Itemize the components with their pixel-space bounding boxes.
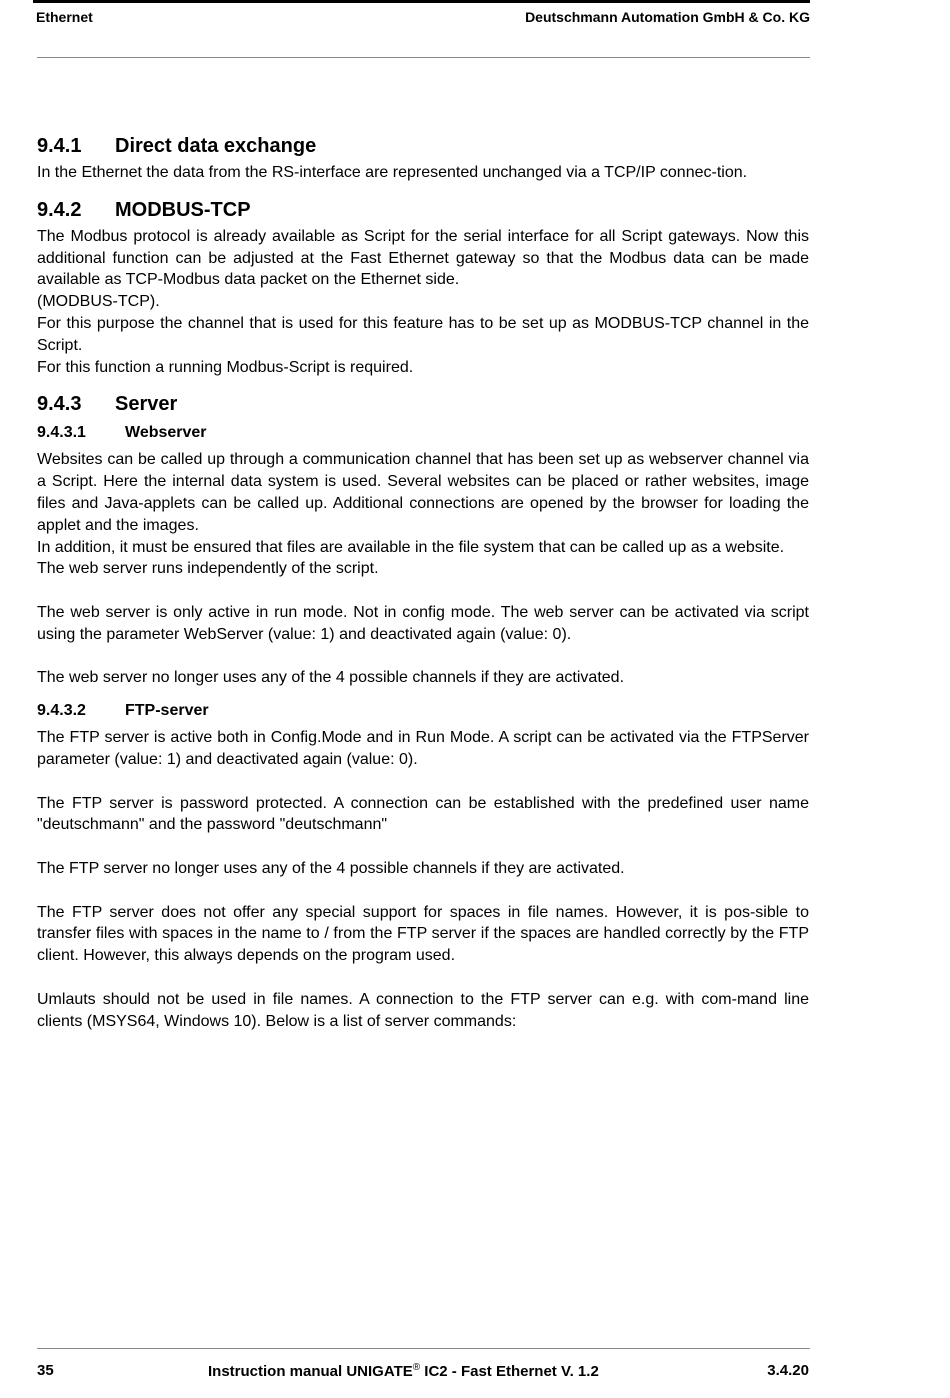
heading-title: Server [115, 393, 178, 416]
header-company: Deutschmann Automation GmbH & Co. KG [525, 9, 810, 25]
paragraph: For this purpose the channel that is used for this feature has to be set up as MODBUS-TCP channel in the Script. [37, 314, 809, 354]
page-number: 35 [37, 1362, 54, 1379]
footer-title-pre: Instruction manual UNIGATE [208, 1363, 413, 1380]
paragraph: The FTP server is password protected. A connection can be established with the predefined user name "deutschmann" and the password "deutschmann" [37, 794, 809, 834]
heading-number: 9.4.3 [37, 393, 82, 416]
heading-number: 9.4.3.1 [37, 424, 86, 442]
heading-9-4-2 [37, 196, 809, 224]
paragraph: In addition, it must be ensured that files are available in the file system that can be called up as a website. [37, 538, 785, 556]
header-divider [37, 57, 810, 58]
footer-title-post: IC2 - Fast Ethernet V. 1.2 [420, 1363, 599, 1380]
heading-9-4-3-1 [37, 422, 809, 444]
heading-title: Webserver [125, 424, 207, 442]
heading-title: MODBUS-TCP [115, 198, 251, 221]
paragraph: In the Ethernet the data from the RS-interface are represented unchanged via a TCP/IP connec-tion. [37, 164, 748, 181]
header-top-rule [33, 0, 810, 3]
paragraph: Websites can be called up through a communication channel that has been set up as webserver channel via a Script. Here the internal data system is used. Several websites can be placed or rather websites, image files and Java-applets can be called up. Additional connections are opened by the browser for loading the applet and the images. [37, 451, 809, 534]
heading-number: 9.4.3.2 [37, 702, 86, 720]
heading-number: 9.4.2 [37, 198, 82, 221]
paragraph: (MODBUS-TCP). [37, 293, 160, 311]
heading-number: 9.4.1 [37, 135, 82, 157]
paragraph: Umlauts should not be used in file names. A connection to the FTP server can e.g. with com-mand line clients (MSYS64, Windows 10). Below is a list of server commands: [37, 990, 809, 1030]
paragraph: The web server no longer uses any of the 4 possible channels if they are activated. [37, 669, 625, 687]
heading-9-4-3-2 [37, 700, 809, 722]
heading-9-4-3 [37, 390, 809, 418]
paragraph: The FTP server does not offer any special support for spaces in file names. However, it is pos-sible to transfer files with spaces in the name to / from the FTP server if the spaces are handled correctly by the FTP client. However, this always depends on the program used. [37, 903, 809, 965]
paragraph: The FTP server is active both in Config.Mode and in Run Mode. A script can be activated via the FTPServer parameter (value: 1) and deactivated again (value: 0). [37, 729, 809, 768]
paragraph: For this function a running Modbus-Script is required. [37, 358, 414, 376]
paragraph: The Modbus protocol is already available as Script for the serial interface for all Script gateways. Now this additional function can be adjusted at the Fast Ethernet gateway so that the Modbus data can be made available as TCP-Modbus data packet on the Ethernet side. [37, 227, 809, 289]
heading-title: Direct data exchange [115, 135, 317, 157]
registered-mark: ® [412, 1362, 421, 1373]
footer-document-title [208, 1362, 599, 1380]
paragraph: The FTP server no longer uses any of the 4 possible channels if they are activated. [37, 859, 625, 877]
page-content [37, 132, 809, 1032]
paragraph: The web server runs independently of the script. [37, 560, 379, 578]
heading-title: FTP-server [125, 702, 209, 720]
footer-date: 3.4.20 [767, 1362, 809, 1379]
footer-divider [37, 1348, 810, 1349]
heading-9-4-1 [37, 132, 809, 160]
paragraph: The web server is only active in run mode. Not in config mode. The web server can be activated via script using the parameter WebServer (value: 1) and deactivated again (value: 0). [37, 603, 809, 643]
header-section-title: Ethernet [36, 9, 93, 25]
